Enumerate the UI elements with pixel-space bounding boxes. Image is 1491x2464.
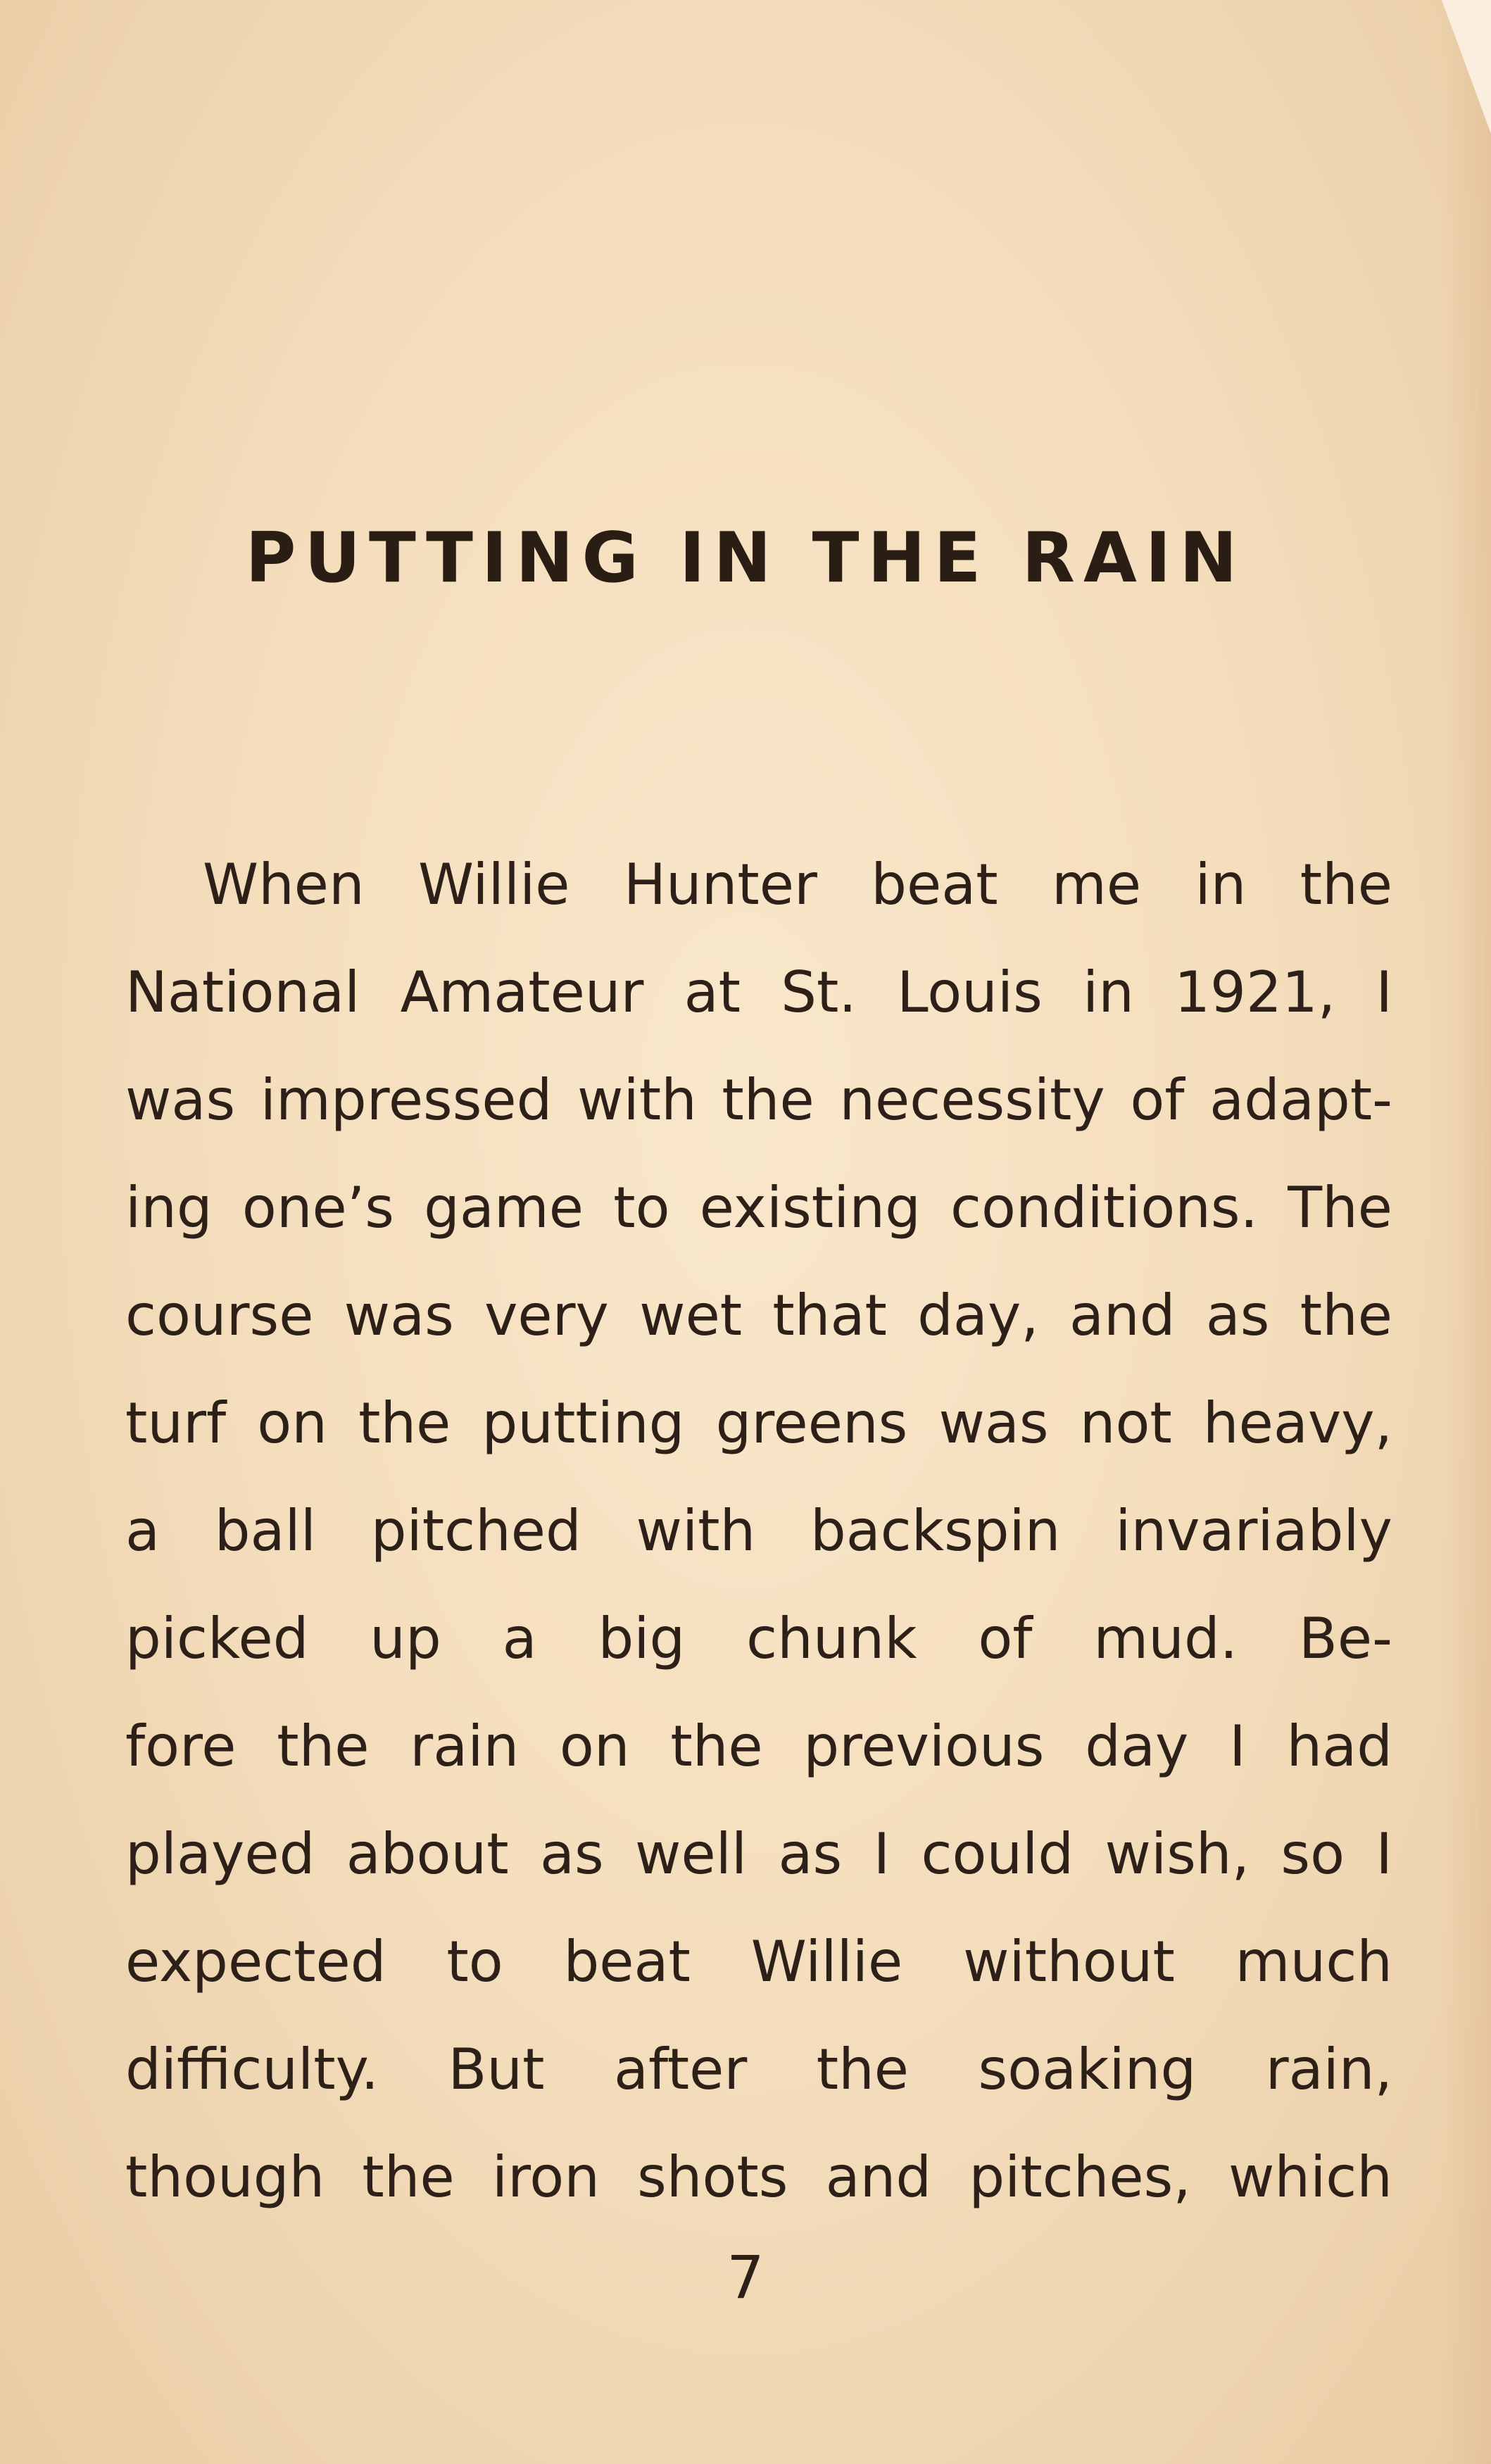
text-line: ing one’s game to existing conditions. The: [125, 1175, 1392, 1240]
text-line: course was very wet that day, and as the: [125, 1283, 1392, 1348]
text-line: was impressed with the necessity of adapt-: [125, 1067, 1392, 1133]
text-line: National Amateur at St. Louis in 1921, I: [125, 960, 1392, 1025]
text-line: a ball pitched with backspin invariably: [125, 1498, 1392, 1564]
text-line: fore the rain on the previous day I had: [125, 1714, 1392, 1779]
chapter-title: PUTTING IN THE RAIN: [245, 518, 1246, 598]
text-line: expected to beat Willie without much: [125, 1929, 1392, 1994]
text-line: picked up a big chunk of mud. Be-: [125, 1606, 1392, 1671]
page-corner: [1442, 0, 1491, 134]
page-edge-shadow: [1442, 0, 1491, 2464]
body-text: [125, 831, 1392, 2231]
text-line: When Willie Hunter beat me in the: [203, 852, 1392, 917]
text-line: though the iron shots and pitches, which: [125, 2144, 1392, 2210]
text-line: difficulty. But after the soaking rain,: [125, 2037, 1392, 2102]
page-number: 7: [726, 2243, 765, 2312]
text-line: played about as well as I could wish, so I: [125, 1821, 1392, 1887]
text-line: turf on the putting greens was not heavy,: [125, 1390, 1392, 1456]
